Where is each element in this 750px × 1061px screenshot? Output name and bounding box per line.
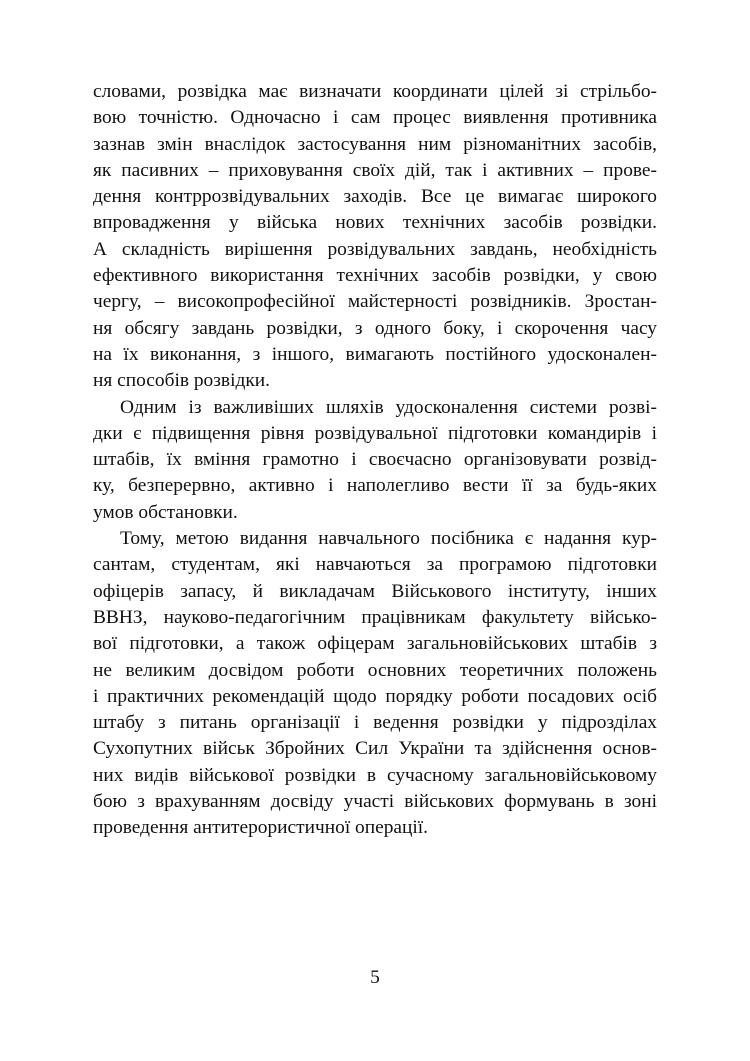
text-line: них видів військової розвідки в сучасному загальновійськовому bbox=[93, 764, 657, 786]
text-line: ку, безперервно, активно і наполегливо вести її за будь-яких bbox=[93, 475, 657, 497]
text-line: ефективного використання технічних засобів розвідки, у свою bbox=[93, 265, 657, 287]
text-line: Тому, метою видання навчального посібника є надання кур- bbox=[120, 528, 657, 550]
page-number: 5 bbox=[370, 967, 380, 988]
text-line: умов обстановки. bbox=[93, 501, 238, 523]
text-line: Сухопутних військ Збройних Сил України та здійснення основ- bbox=[93, 738, 657, 760]
text-line: ВВНЗ, науково-педагогічним працівникам факультету військо- bbox=[93, 606, 657, 628]
text-line: на їх виконання, з іншого, вимагають постійного удосконален- bbox=[93, 343, 657, 365]
body-text bbox=[93, 79, 657, 842]
text-line: чергу, – високопрофесійної майстерності розвідників. Зростан- bbox=[93, 291, 657, 313]
text-line: Одним із важливіших шляхів удосконалення системи розві- bbox=[120, 396, 657, 418]
text-line: ня обсягу завдань розвідки, з одного боку, і скорочення часу bbox=[93, 317, 657, 339]
text-line: проведення антитерористичної операції. bbox=[93, 817, 429, 839]
text-line: сантам, студентам, які навчаються за програмою підготовки bbox=[93, 554, 657, 576]
text-line: дки є підвищення рівня розвідувальної підготовки командирів і bbox=[93, 422, 657, 444]
text-line: і практичних рекомендацій щодо порядку роботи посадових осіб bbox=[93, 685, 657, 707]
text-line: не великим досвідом роботи основних теоретичних положень bbox=[93, 659, 657, 681]
text-line: вою точністю. Одночасно і сам процес виявлення противника bbox=[93, 107, 657, 129]
text-line: штабу з питань організації і ведення розвідки у підрозділах bbox=[93, 712, 657, 734]
text-line: вої підготовки, а також офіцерам загальновійськових штабів з bbox=[93, 633, 657, 655]
text-line: ня способів розвідки. bbox=[93, 370, 270, 392]
text-line: впровадження у війська нових технічних засобів розвідки. bbox=[93, 212, 657, 234]
paragraph-2 bbox=[93, 395, 657, 526]
text-line: бою з врахуванням досвіду участі військових формувань в зоні bbox=[93, 791, 657, 813]
text-line: дення контррозвідувальних заходів. Все це вимагає широкого bbox=[93, 186, 657, 208]
text-line: офіцерів запасу, й викладачам Військового інституту, інших bbox=[93, 580, 657, 602]
text-line: словами, розвідка має визначати координати цілей зі стрільбо- bbox=[93, 81, 657, 102]
text-line: як пасивних – приховування своїх дій, так і активних – прове- bbox=[93, 159, 657, 181]
paragraph-1 bbox=[93, 79, 657, 395]
text-line: А складність вирішення розвідувальних завдань, необхідність bbox=[93, 238, 657, 260]
text-line: зазнав змін внаслідок застосування ним різноманітних засобів, bbox=[93, 133, 657, 155]
paragraph-3 bbox=[93, 526, 657, 842]
text-line: штабів, їх вміння грамотно і своєчасно організовувати розвід- bbox=[93, 449, 657, 471]
